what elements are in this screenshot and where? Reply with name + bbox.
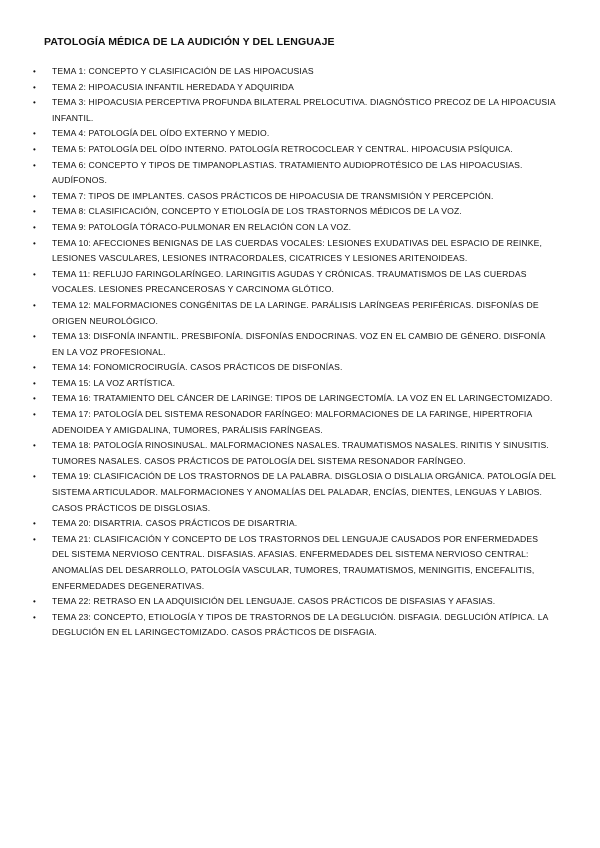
topic-item: [0, 204, 600, 220]
topic-text: TEMA 23: CONCEPTO, ETIOLOGÍA Y TIPOS DE TRASTORNOS DE LA DEGLUCIÓN. DISFAGIA. DEGLUCIÓN ATÍPICA. LA DEGLUCIÓN EN EL LARINGECTOMIZADO. CASOS PRÁCTICOS DE DISFAGIA.: [52, 611, 549, 638]
bullet-icon: •: [33, 300, 36, 310]
topic-text: TEMA 20: DISARTRIA. CASOS PRÁCTICOS DE DISARTRIA.: [52, 518, 298, 529]
topic-item: [0, 298, 600, 329]
topic-item: [0, 407, 600, 438]
topic-item: [0, 469, 600, 516]
topic-item: [0, 95, 600, 126]
topic-item: [0, 267, 600, 298]
bullet-icon: •: [33, 129, 36, 139]
topic-text: TEMA 14: FONOMICROCIRUGÍA. CASOS PRÁCTICOS DE DISFONÍAS.: [52, 362, 343, 373]
topic-text: TEMA 18: PATOLOGÍA RINOSINUSAL. MALFORMACIONES NASALES. TRAUMATISMOS NASALES. RINITIS Y SINUSITIS. TUMORES NASALES. CASOS PRÁCTICOS DE PATOLOGÍA DEL SISTEMA RESONADOR FARÍNGEO.: [52, 440, 549, 466]
bullet-icon: •: [33, 410, 36, 420]
topic-text: TEMA 10: AFECCIONES BENIGNAS DE LAS CUERDAS VOCALES: LESIONES EXUDATIVAS DEL ESPACIO DE REINKE, LESIONES VASCULARES, LESIONES INTRACORDALES, CICATRICES Y LESIONES ARITENOIDEAS.: [52, 237, 543, 264]
topic-text: TEMA 1: CONCEPTO Y CLASIFICACIÓN DE LAS HIPOACUSIAS: [52, 66, 314, 76]
topic-item: [0, 532, 600, 594]
topic-item: [0, 236, 600, 267]
topic-text: TEMA 12: MALFORMACIONES CONGÉNITAS DE LA LARINGE. PARÁLISIS LARÍNGEAS PERIFÉRICAS. DISFONÍAS DE ORIGEN NEUROLÓGICO.: [52, 299, 539, 326]
topic-text: TEMA 13: DISFONÍA INFANTIL. PRESBIFONÍA. DISFONÍAS ENDOCRINAS. VOZ EN EL CAMBIO DE GÉNERO. DISFONÍA EN LA VOZ PROFESIONAL.: [52, 331, 546, 357]
topic-list: [0, 64, 600, 641]
topic-text: TEMA 17: PATOLOGÍA DEL SISTEMA RESONADOR FARÍNGEO: MALFORMACIONES DE LA FARINGE, HIPERTROFIA ADENOIDEA Y AMIGDALINA, TUMORES, PARÁLISIS FARÍNGEAS.: [52, 409, 532, 435]
topic-item: [0, 360, 600, 376]
topic-item: [0, 189, 600, 205]
bullet-icon: •: [33, 363, 36, 373]
topic-item: [0, 158, 600, 189]
topic-item: [0, 329, 600, 360]
bullet-icon: •: [33, 238, 36, 248]
topic-text: TEMA 7: TIPOS DE IMPLANTES. CASOS PRÁCTICOS DE HIPOACUSIA DE TRANSMISIÓN Y PERCEPCIÓN.: [52, 190, 494, 201]
topic-text: TEMA 8: CLASIFICACIÓN, CONCEPTO Y ETIOLOGÍA DE LOS TRASTORNOS MÉDICOS DE LA VOZ.: [52, 206, 462, 217]
bullet-icon: •: [33, 144, 36, 154]
bullet-icon: •: [33, 222, 36, 232]
bullet-icon: •: [33, 534, 36, 544]
topic-text: TEMA 2: HIPOACUSIA INFANTIL HEREDADA Y ADQUIRIDA: [52, 81, 294, 92]
topic-text: TEMA 19: CLASIFICACIÓN DE LOS TRASTORNOS DE LA PALABRA. DISGLOSIA O DISLALIA ORGÁNICA. PATOLOGÍA DEL SISTEMA ARTICULADOR. MALFORMACIONES Y ANOMALÍAS DEL PALADAR, ENCÍAS, DIENTES, LENGUAS Y LABIOS. CASOS PRÁCTICOS DE DISGLOSIAS.: [52, 471, 556, 513]
topic-text: TEMA 11: REFLUJO FARINGOLARÍNGEO. LARINGITIS AGUDAS Y CRÓNICAS. TRAUMATISMOS DE LAS CUERDAS VOCALES. LESIONES PRECANCEROSAS Y CARCINOMA GLÓTICO.: [52, 268, 527, 295]
topic-text: TEMA 15: LA VOZ ARTÍSTICA.: [52, 377, 176, 388]
topic-item: [0, 64, 600, 80]
bullet-icon: •: [33, 597, 36, 607]
bullet-icon: •: [33, 160, 36, 170]
topic-item: [0, 142, 600, 158]
topic-text: TEMA 4: PATOLOGÍA DEL OÍDO EXTERNO Y MEDIO.: [52, 128, 270, 139]
topic-item: [0, 610, 600, 641]
bullet-icon: •: [33, 441, 36, 451]
topic-text: TEMA 5: PATOLOGÍA DEL OÍDO INTERNO. PATOLOGÍA RETROCOCLEAR Y CENTRAL. HIPOACUSIA PSÍQUICA.: [52, 143, 513, 154]
topic-item: [0, 391, 600, 407]
topic-text: TEMA 16: TRATAMIENTO DEL CÁNCER DE LARINGE: TIPOS DE LARINGECTOMÍA. LA VOZ EN EL LARINGECTOMIZADO.: [52, 393, 553, 404]
bullet-icon: •: [33, 67, 36, 76]
topic-text: TEMA 21: CLASIFICACIÓN Y CONCEPTO DE LOS TRASTORNOS DEL LENGUAJE CAUSADOS POR ENFERMEDADES DEL SISTEMA NERVIOSO CENTRAL. DISFASIAS. AFASIAS. ENFERMEDADES DEL SISTEMA NERVIOSO CENTRAL: ANOMALÍAS DEL DESARROLLO, PATOLOGÍA VASCULAR, TUMORES, TRAUMATISMOS, MENINGITIS, ENCEFALITIS, ENFERMEDADES DEGENERATIVAS.: [52, 533, 539, 591]
topic-item: [0, 438, 600, 469]
bullet-icon: •: [33, 612, 36, 622]
bullet-icon: •: [33, 519, 36, 529]
bullet-icon: •: [33, 394, 36, 404]
bullet-icon: •: [33, 82, 36, 92]
topic-item: [0, 220, 600, 236]
topic-item: [0, 594, 600, 610]
topic-text: TEMA 9: PATOLOGÍA TÓRACO-PULMONAR EN RELACIÓN CON LA VOZ.: [52, 221, 352, 232]
topic-item: [0, 376, 600, 392]
bullet-icon: •: [33, 472, 36, 482]
bullet-icon: •: [33, 269, 36, 279]
bullet-icon: •: [33, 332, 36, 342]
bullet-icon: •: [33, 191, 36, 201]
bullet-icon: •: [33, 207, 36, 217]
topic-text: TEMA 6: CONCEPTO Y TIPOS DE TIMPANOPLASTIAS. TRATAMIENTO AUDIOPROTÉSICO DE LAS HIPOACUSIAS. AUDÍFONOS.: [52, 159, 523, 186]
topic-item: [0, 516, 600, 532]
topic-item: [0, 80, 600, 96]
bullet-icon: •: [33, 98, 36, 108]
bullet-icon: •: [33, 378, 36, 388]
topic-text: TEMA 3: HIPOACUSIA PERCEPTIVA PROFUNDA BILATERAL PRELOCUTIVA. DIAGNÓSTICO PRECOZ DE LA HIPOACUSIA INFANTIL.: [52, 97, 556, 123]
topic-text: TEMA 22: RETRASO EN LA ADQUISICIÓN DEL LENGUAJE. CASOS PRÁCTICOS DE DISFASIAS Y AFASIAS.: [52, 596, 496, 607]
topic-item: [0, 126, 600, 142]
document-title: PATOLOGÍA MÉDICA DE LA AUDICIÓN Y DEL LENGUAJE: [44, 36, 335, 48]
